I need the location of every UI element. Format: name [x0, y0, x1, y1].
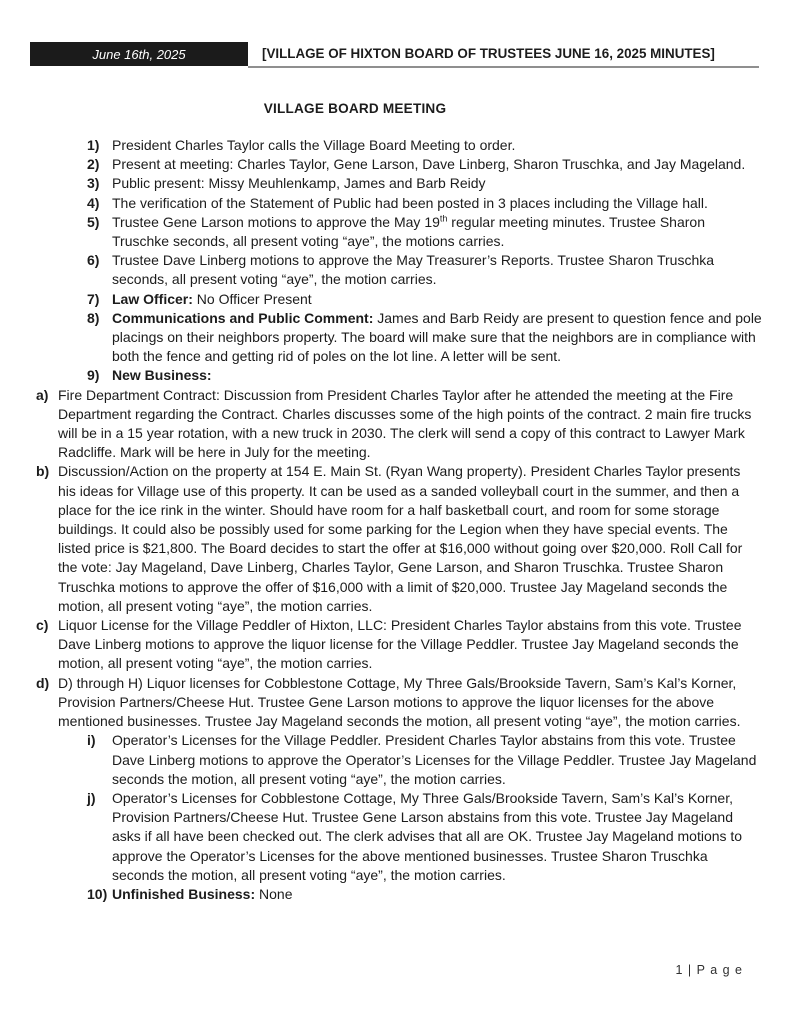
list-item: [0, 885, 762, 904]
list-item-text: Operator’s Licenses for Cobblestone Cottage, My Three Gals/Brookside Tavern, Sam’s Kal’s Korner, Provision Partners/Cheese Hut. Trustee Gene Larson abstains from this vote. Trustee Jay Mageland asks if all have been checked out. The clerk advises that all are OK. Trustee Jay Mageland motions to approve the Operator’s Licenses for the above mentioned businesses. Trustee Sharon Truschka seconds the motion, all present voting “aye”, the motion carries.: [112, 789, 743, 883]
list-item: [0, 462, 762, 616]
list-item-text: Communications and Public Comment: James and Barb Reidy are present to question fence and pole placings on their neighbors property. The board will make sure that the neighbors are in compliance with both the fence and getting rid of poles on the lot line. A letter will be sent.: [112, 309, 762, 365]
list-item: [0, 251, 762, 289]
list-item: [0, 731, 762, 789]
list-item-text: Public present: Missy Meuhlenkamp, James and Barb Reidy: [112, 175, 486, 192]
list-item: [0, 174, 762, 193]
list-item: [0, 616, 762, 674]
page-number-footer: 1 | P a g e: [675, 963, 743, 977]
list-item-marker: j): [87, 789, 96, 806]
list-item-text: Discussion/Action on the property at 154 E. Main St. (Ryan Wang property). President Charles Taylor presents his ideas for Village use of this property. It can be used as a sanded volleyball court in the summer, and then a place for the ice rink in the winter. Should have room for a half basketball court, and room for some storage buildings. It could also be possibly used for some parking for the Legion when they have special events. The listed price is $21,800. The Board decides to start the offer at $16,000 without going over $20,000. Roll Call for the vote: Jay Mageland, Dave Linberg, Charles Taylor, Gene Larson, and Sharon Truschka. Trustee Sharon Truschka motions to approve the offer of $16,000 with a limit of $20,000. Trustee Jay Mageland seconds the motion, all present voting “aye”, the motion carries.: [58, 463, 743, 614]
list-item: [0, 386, 762, 463]
list-item-marker: 10): [87, 885, 108, 902]
list-item-text: Trustee Gene Larson motions to approve the May 19th regular meeting minutes. Trustee Sharon Truschke seconds, all present voting “aye”, the motions carries.: [112, 213, 705, 250]
list-item: [0, 309, 762, 367]
minutes-list: [0, 136, 762, 904]
list-item-marker: 7): [87, 290, 100, 307]
list-item-marker: a): [36, 386, 49, 403]
header-date-label: June 16th, 2025: [92, 46, 186, 62]
list-item-marker: 9): [87, 367, 100, 384]
list-item-marker: b): [36, 463, 50, 480]
list-item-text: Operator’s Licenses for the Village Peddler. President Charles Taylor abstains from this vote. Trustee Dave Linberg motions to approve the Operator’s Licenses for the Village Peddler. Trustee Jay Mageland seconds the motion, all present voting “aye”, the motion carries.: [112, 732, 757, 787]
list-item-text: Fire Department Contract: Discussion from President Charles Taylor after he attended the meeting at the Fire Department regarding the Contract. Charles discusses some of the high points of the contract. 2 main fire trucks will be in a 15 year rotation, with a new truck in 2030. The clerk will send a copy of this contract to Lawyer Mark Radcliffe. Mark will be here in July for the meeting.: [58, 386, 752, 461]
list-item: [0, 366, 762, 385]
list-item-text: D) through H) Liquor licenses for Cobblestone Cottage, My Three Gals/Brookside Tavern, Sam’s Kal’s Korner, Provision Partners/Cheese Hut. Trustee Gene Larson motions to approve the liquor licenses for the above mentioned businesses. Trustee Jay Mageland seconds the motion, all present voting “aye”, the motion carries.: [58, 674, 741, 730]
list-item: [0, 674, 762, 732]
list-item-text: Liquor License for the Village Peddler of Hixton, LLC: President Charles Taylor abstains from this vote. Trustee Dave Linberg motions to approve the liquor license for the Village Peddler. Trustee Jay Mageland seconds the motion, all present voting “aye”, the motion carries.: [58, 617, 742, 672]
list-item-marker: 3): [87, 175, 100, 192]
list-item-text: The verification of the Statement of Public had been posted in 3 places including the Village hall.: [112, 194, 708, 211]
list-item-text: Unfinished Business: None: [112, 885, 293, 902]
header-rule: [248, 66, 759, 68]
list-item: [0, 290, 762, 309]
list-item-text: Present at meeting: Charles Taylor, Gene Larson, Dave Linberg, Sharon Truschka, and Jay Mageland.: [112, 156, 746, 173]
list-item: [0, 155, 762, 174]
list-item: [0, 213, 762, 251]
list-item: [0, 194, 762, 213]
list-item-marker: d): [36, 674, 50, 691]
list-item: [0, 136, 762, 155]
list-item-marker: 8): [87, 309, 100, 326]
list-item-text: New Business:: [112, 367, 212, 384]
list-item-marker: 1): [87, 137, 100, 153]
list-item-marker: 6): [87, 252, 100, 269]
page-title: VILLAGE BOARD MEETING: [263, 101, 447, 116]
list-item-marker: i): [87, 732, 96, 749]
list-item-marker: 5): [87, 213, 100, 230]
list-item-marker: c): [36, 617, 49, 634]
list-item-text: Law Officer: No Officer Present: [112, 290, 312, 307]
header-date-box: [30, 42, 248, 66]
list-item-marker: 2): [87, 156, 100, 173]
list-item: [0, 789, 762, 885]
header-title: [VILLAGE OF HIXTON BOARD OF TRUSTEES JUNE 16, 2025 MINUTES]: [262, 46, 715, 61]
list-item-text: President Charles Taylor calls the Village Board Meeting to order.: [112, 137, 516, 153]
list-item-marker: 4): [87, 194, 100, 211]
list-item-text: Trustee Dave Linberg motions to approve the May Treasurer’s Reports. Trustee Sharon Truschka seconds, all present voting “aye”, the motion carries.: [112, 252, 715, 288]
